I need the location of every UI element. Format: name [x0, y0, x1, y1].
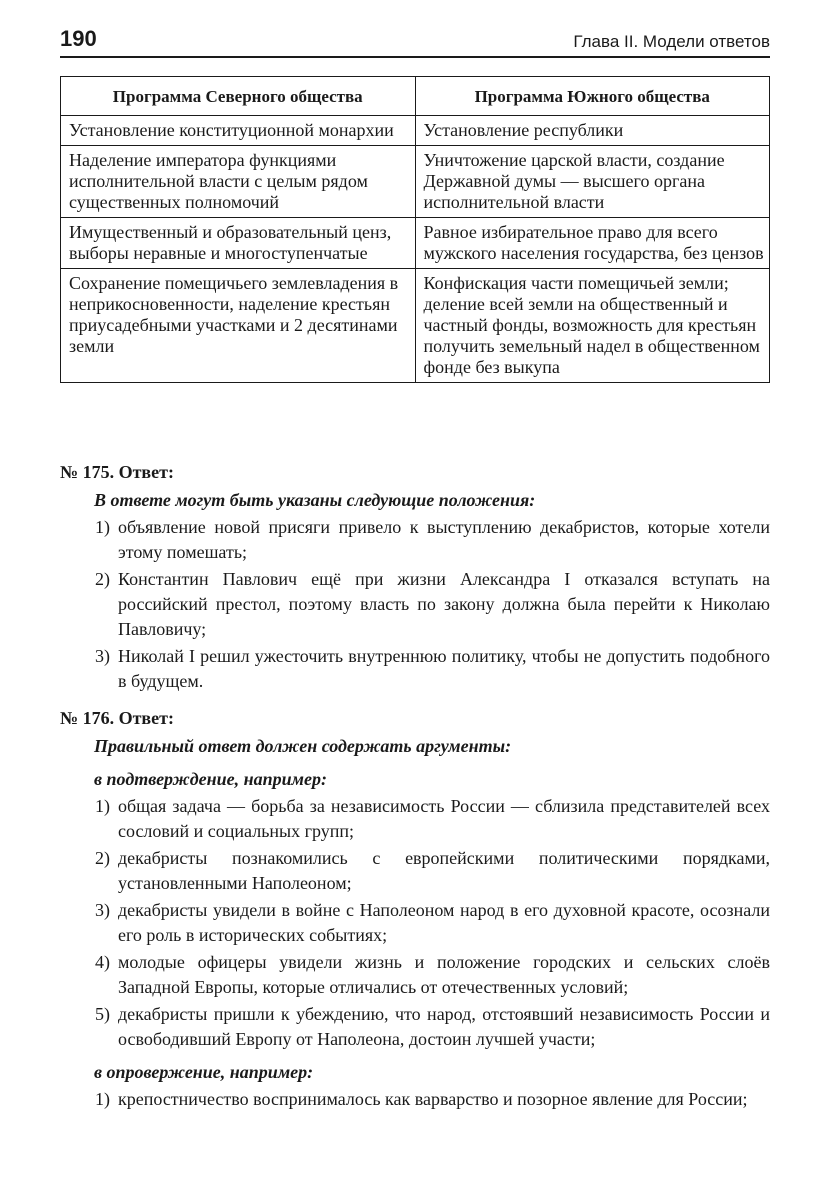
- chapter-title: Глава II. Модели ответов: [573, 32, 770, 51]
- list-item: [60, 515, 770, 565]
- answer-176-title: № 176. Ответ:: [60, 708, 174, 728]
- confirm-label: в подтверждение, например:: [94, 769, 327, 789]
- north-cell: Сохранение помещичьего землевладения в неприкосновенности, наделение крестьян приусадебными участками и 2 десятинами земли: [61, 269, 416, 383]
- list-number: 5): [95, 1004, 110, 1024]
- table-row: [61, 116, 770, 146]
- page-number: 190: [60, 26, 97, 51]
- list-item: [60, 1087, 770, 1112]
- list-number: 1): [95, 1089, 110, 1109]
- table-row: [61, 269, 770, 383]
- table-row: [61, 218, 770, 269]
- list-item: [60, 950, 770, 1000]
- north-cell: Наделение императора функциями исполнительной власти с целым рядом существенных полномочий: [61, 146, 416, 218]
- list-item: [60, 794, 770, 844]
- list-text: объявление новой присяги привело к выступлению декабристов, которые хотели этому помешать;: [118, 517, 770, 562]
- list-text: декабристы познакомились с европейскими политическими порядками, установленными Наполеоном;: [118, 848, 770, 893]
- list-item: [60, 898, 770, 948]
- north-cell: Установление конституционной монархии: [61, 116, 416, 146]
- comparison-table: [60, 76, 770, 383]
- answer-176-lead: Правильный ответ должен содержать аргументы:: [94, 736, 512, 756]
- refute-label: в опровержение, например:: [94, 1062, 314, 1082]
- answer-175-list: [60, 515, 770, 694]
- list-text: декабристы увидели в войне с Наполеоном народ в его духовной красоте, осознали его роль в исторических событиях;: [118, 900, 770, 945]
- list-text: крепостничество воспринималось как варварство и позорное явление для России;: [118, 1089, 748, 1109]
- answer-175-title: № 175. Ответ:: [60, 462, 174, 482]
- south-cell: Равное избирательное право для всего мужского населения государства, без цензов: [415, 218, 770, 269]
- confirm-list: [60, 794, 770, 1052]
- list-number: 1): [95, 796, 110, 816]
- south-cell: Конфискация части помещичьей земли; деление всей земли на общественный и частный фонды, возможность для крестьян получить земельный надел в общественном фонде без выкупа: [415, 269, 770, 383]
- list-text: Константин Павлович ещё при жизни Александра I отказался вступать на российский престол, поэтому власть по закону должна была перейти к Николаю Павловичу;: [118, 569, 770, 639]
- answer-176: [60, 706, 770, 1112]
- answers-content: [60, 458, 770, 1124]
- list-text: общая задача — борьба за независимость России — сблизила представителей всех сословий и социальных групп;: [118, 796, 770, 841]
- page-header: [60, 26, 770, 58]
- list-text: молодые офицеры увидели жизнь и положение городских и сельских слоёв Западной Европы, которые отличались от отечественных условий;: [118, 952, 770, 997]
- list-item: [60, 846, 770, 896]
- list-item: [60, 644, 770, 694]
- list-item: [60, 567, 770, 642]
- list-item: [60, 1002, 770, 1052]
- list-number: 3): [95, 646, 110, 666]
- list-number: 3): [95, 900, 110, 920]
- south-cell: Установление республики: [415, 116, 770, 146]
- answer-175-lead: В ответе могут быть указаны следующие положения:: [94, 490, 536, 510]
- list-number: 2): [95, 569, 110, 589]
- south-column-header: Программа Южного общества: [415, 77, 770, 116]
- list-text: декабристы пришли к убеждению, что народ, отстоявший независимость России и освободивший Европу от Наполеона, достоин лучшей участи;: [118, 1004, 770, 1049]
- list-number: 2): [95, 848, 110, 868]
- south-cell: Уничтожение царской власти, создание Державной думы — высшего органа исполнительной власти: [415, 146, 770, 218]
- table-header-row: [61, 77, 770, 116]
- refute-list: [60, 1087, 770, 1112]
- answer-175: [60, 460, 770, 694]
- list-text: Николай I решил ужесточить внутреннюю политику, чтобы не допустить подобного в будущем.: [118, 646, 770, 691]
- north-column-header: Программа Северного общества: [61, 77, 416, 116]
- north-cell: Имущественный и образовательный ценз, выборы неравные и многоступенчатые: [61, 218, 416, 269]
- list-number: 1): [95, 517, 110, 537]
- list-number: 4): [95, 952, 110, 972]
- table-row: [61, 146, 770, 218]
